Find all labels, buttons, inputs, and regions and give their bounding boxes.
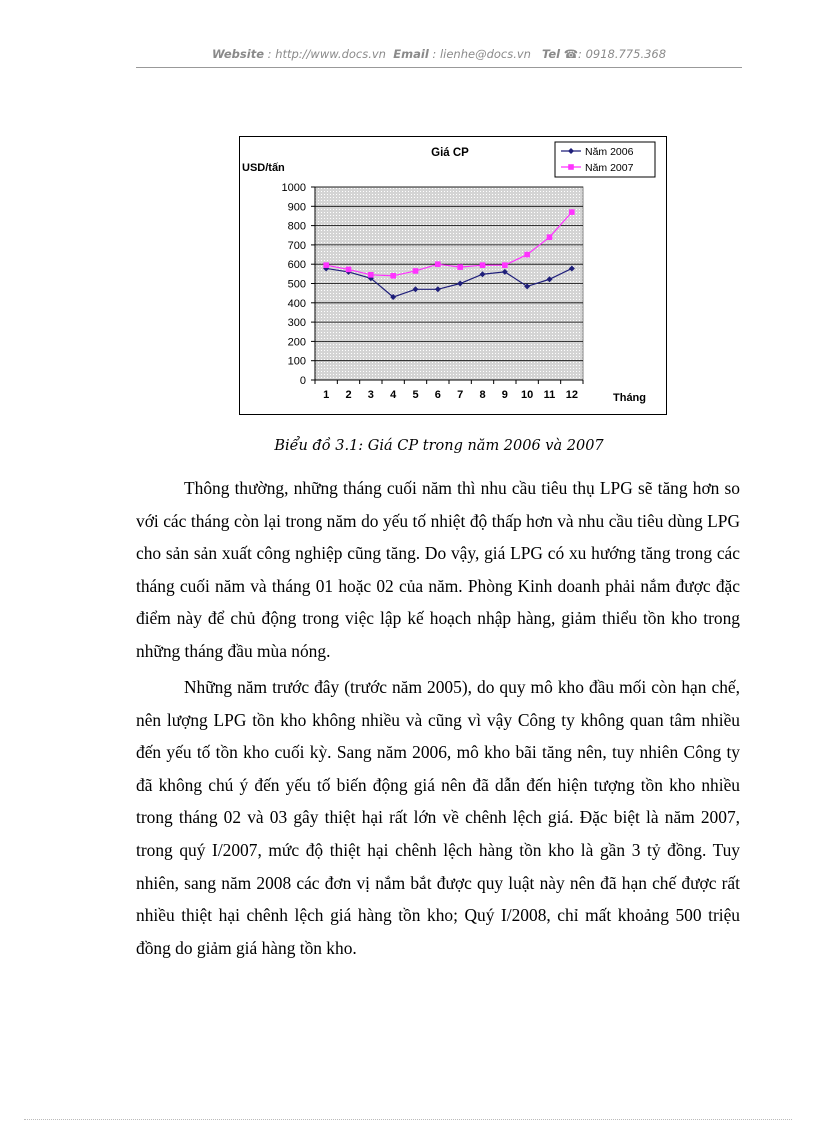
x-tick-label: 11 [543,389,556,401]
paragraph-2: Những năm trước đây (trước năm 2005), do quy mô kho đầu mối còn hạn chế, nên lượng LPG tồn kho không nhiều và cũng vì vậy Công ty không quan tâm nhiều đến yếu tố tồn kho cuối kỳ. Sang năm 2006, mô kho bãi tăng nên, tuy nhiên Công ty đã không chú ý đến yếu tố biến động giá nên đã dẫn đến hiện tượng tồn kho nhiều trong tháng 02 và 03 gây thiệt hại rất lớn về chênh lệch giá. Đặc biệt là năm 2007, trong quý I/2007, mức độ thiệt hại chênh lệch hàng tồn kho là gần 3 tỷ đồng. Tuy nhiên, sang năm 2008 các đơn vị nắm bắt được quy luật này nên đã hạn chế được rất nhiều thiệt hại chênh lệch giá hàng tồn kho; Quý I/2008, chỉ mất khoảng 500 triệu đồng do giảm giá hàng tồn kho. [136,677,740,958]
data-point [502,262,508,268]
chart-title: Giá CP [431,147,469,159]
data-point [569,209,575,215]
x-tick-label: 12 [565,389,578,401]
data-point [390,273,396,279]
data-point [457,264,463,270]
data-point [346,267,352,273]
y-tick-label: 800 [287,220,306,233]
data-point [368,272,374,278]
x-tick-label: 4 [390,389,397,401]
y-tick-label: 500 [287,278,306,291]
x-tick-label: 8 [479,389,486,401]
legend-marker [568,164,574,170]
chart-caption: Biểu đồ 3.1: Giá CP trong năm 2006 và 2007 [274,438,604,454]
data-point [480,262,486,268]
price-chart [239,136,667,415]
paragraph-1: Thông thường, những tháng cuối năm thì nhu cầu tiêu thụ LPG sẽ tăng hơn so với các tháng còn lại trong năm do yếu tố nhiệt độ thấp hơn và nhu cầu tiêu dùng LPG cho sản sản xuất công nghiệp cũng tăng. Do vậy, giá LPG có xu hướng tăng trong các tháng cuối năm và tháng 01 hoặc 02 của năm. Phòng Kinh doanh phải nắm được đặc điểm này để chủ động trong việc lập kế hoạch nhập hàng, giảm thiểu tồn kho trong những tháng đầu mùa nóng. [136,478,740,661]
y-tick-label: 300 [287,317,306,330]
x-tick-label: 9 [501,389,508,401]
x-tick-label: 6 [434,389,441,401]
y-axis-label: USD/tấn [242,162,285,174]
y-tick-label: 1000 [281,182,306,194]
email-value[interactable]: : lienhe@docs.vn [432,47,531,61]
legend-label: Năm 2006 [585,146,634,158]
legend [555,142,655,177]
y-tick-label: 900 [287,201,306,214]
y-tick-label: 200 [287,336,306,349]
x-tick-label: 3 [367,389,374,401]
data-point [547,234,553,240]
y-tick-label: 100 [287,355,306,368]
data-point [435,261,441,267]
data-point [524,252,530,258]
y-tick-label: 400 [287,297,306,310]
legend-label: Năm 2007 [585,162,634,174]
footer-divider [24,1119,792,1120]
chart-svg [240,137,666,414]
x-axis-label: Tháng [613,392,646,404]
x-tick-label: 5 [412,389,419,401]
tel-label: Tel [541,47,561,61]
x-tick-label: 2 [345,389,352,401]
x-tick-label: 1 [323,389,330,401]
data-point [323,262,329,268]
email-label: Email [393,47,429,61]
website-label: Website [211,47,265,61]
data-point [413,268,419,274]
y-tick-label: 600 [287,259,306,272]
x-tick-label: 7 [457,389,464,401]
x-tick-label: 10 [521,389,534,401]
header-divider [136,67,742,68]
website-value[interactable]: : http://www.docs.vn [267,47,386,61]
y-tick-label: 700 [287,239,306,252]
y-tick-label: 0 [299,375,306,387]
tel-value: ☎: 0918.775.368 [563,47,667,61]
page-header [136,47,742,61]
